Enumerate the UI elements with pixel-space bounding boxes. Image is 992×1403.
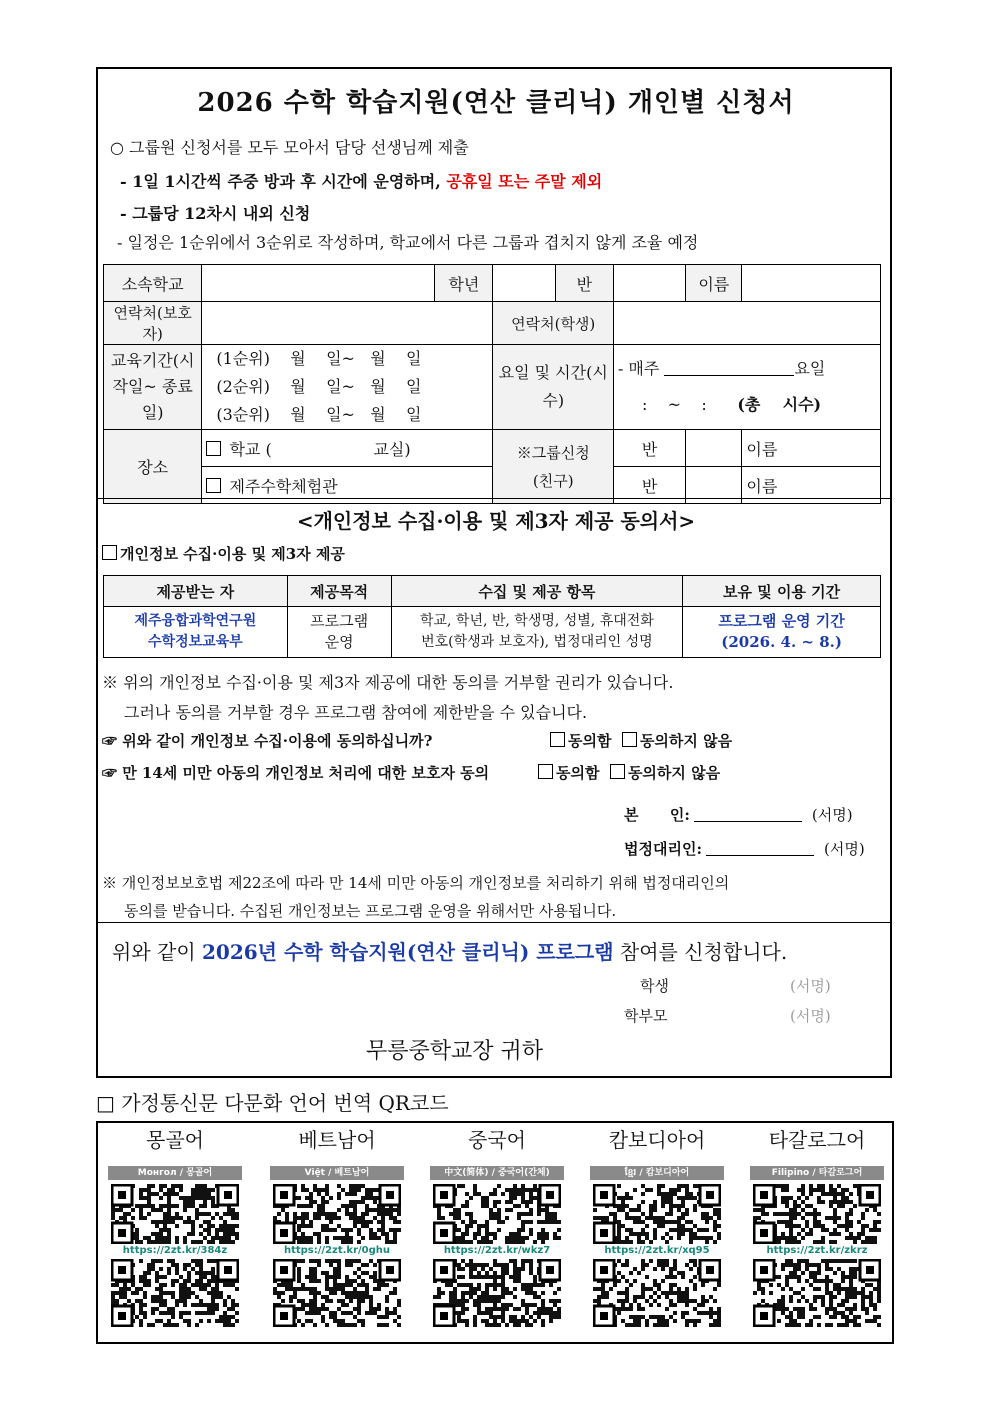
consent-question-2: ☞ 만 14세 미만 아동의 개인정보 처리에 대한 보호자 동의 <box>102 764 490 782</box>
qr-url-link[interactable]: https://2zt.kr/zkrz <box>766 1245 868 1256</box>
time-range: : ~ : <box>641 395 707 414</box>
qr-header-label: ខ្មែរ / 캄보디아어 <box>590 1166 724 1180</box>
qr-url-link[interactable]: https://2zt.kr/xq95 <box>604 1245 710 1256</box>
label-period: 교육기간(시작일~ 종료일) <box>104 345 202 430</box>
place-school-checkbox[interactable] <box>206 441 221 456</box>
q1-disagree-checkbox[interactable] <box>622 732 637 747</box>
q1-agree-checkbox[interactable] <box>550 732 565 747</box>
qr-item <box>582 1124 732 1327</box>
friend2-class-label: 반 <box>613 467 685 504</box>
divider-2 <box>96 922 892 923</box>
qr-code-icon[interactable] <box>593 1184 721 1244</box>
qr-code-icon[interactable] <box>111 1259 239 1327</box>
friend1-class-field[interactable] <box>686 430 742 467</box>
label-name: 이름 <box>686 265 742 302</box>
qr-url-link[interactable]: https://2zt.kr/384z <box>122 1245 228 1256</box>
consent-note-2: 그러나 동의를 거부할 경우 프로그램 참여에 제한받을 수 있습니다. <box>124 703 588 722</box>
header-period: 보유 및 이용 기간 <box>683 576 881 607</box>
qr-code-icon[interactable] <box>273 1259 401 1327</box>
page-title: 2026 수학 학습지원(연산 클리닉) 개인별 신청서 <box>197 88 795 118</box>
period-cell: 프로그램 운영 기간 (2026. 4. ~ 8.) <box>683 607 881 658</box>
every-week: - 매주 <box>617 359 660 378</box>
place-school-option[interactable]: 학교 ( 교실) <box>202 430 493 467</box>
qr-header-label: Việt / 베트남어 <box>270 1166 404 1180</box>
application-table <box>103 264 881 504</box>
qr-language-label: 베트남어 <box>298 1128 376 1152</box>
consent-sub-checkbox[interactable] <box>102 545 117 560</box>
day-suffix: 요일 <box>794 359 826 378</box>
student-sign-field[interactable]: (서명) <box>790 977 831 995</box>
parent-sign-label: 학부모 <box>624 1007 668 1025</box>
qr-code-icon[interactable] <box>433 1259 561 1327</box>
friend2-name-label: 이름 <box>742 467 881 504</box>
consent-table <box>103 575 881 658</box>
principal: 무릉중학교장 귀하 <box>366 1039 544 1064</box>
qr-code-icon[interactable] <box>753 1184 881 1244</box>
qr-code-icon[interactable] <box>753 1259 881 1327</box>
apply-statement: 위와 같이 2026년 수학 학습지원(연산 클리닉) 프로그램 참여를 신청합니다. <box>112 940 788 964</box>
day-blank[interactable] <box>664 359 794 376</box>
purpose-cell: 프로그램 운영 <box>287 607 391 658</box>
friend1-class-label: 반 <box>613 430 685 467</box>
place-center-option[interactable]: 제주수학체험관 <box>202 467 493 504</box>
header-receiver: 제공받는 자 <box>104 576 288 607</box>
items-cell: 학교, 학년, 반, 학생명, 성별, 휴대전화 번호(학생과 보호자), 법정대리인 성명 <box>391 607 683 658</box>
header-items: 수집 및 제공 항목 <box>391 576 683 607</box>
qr-header-label: Filipino / 타갈로그어 <box>750 1166 884 1180</box>
rank2: (2순위) 월 일~ 월 일 <box>216 377 422 396</box>
notice-schedule: - 1일 1시간씩 주중 방과 후 시간에 운영하며, 공휴일 또는 주말 제외 <box>120 172 603 191</box>
consent-subheading: 개인정보 수집·이용 및 제3자 제공 <box>102 543 345 564</box>
name-field[interactable] <box>742 265 881 302</box>
qr-language-label: 몽골어 <box>146 1128 204 1152</box>
student-sign-label: 학생 <box>640 977 669 995</box>
consent-note-1: ※ 위의 개인정보 수집·이용 및 제3자 제공에 대한 동의를 거부할 권리가 있습니다. <box>102 673 674 692</box>
parent-contact-field[interactable] <box>202 302 493 345</box>
label-place: 장소 <box>104 430 202 504</box>
law-note-1: ※ 개인정보보호법 제22조에 따라 만 14세 미만 아동의 개인정보를 처리하기 위해 법정대리인의 <box>102 874 730 892</box>
label-day-time: 요일 및 시간(시수) <box>493 345 613 430</box>
notice-priority: - 일정은 1순위에서 3순위로 작성하며, 학교에서 다른 그룹과 겹치지 않게 조율 예정 <box>117 233 699 252</box>
self-sign-row: 본 인: (서명) <box>624 806 853 824</box>
consent-question-1: ☞ 위와 같이 개인정보 수집·이용에 동의하십니까? <box>102 732 433 750</box>
label-school: 소속학교 <box>104 265 202 302</box>
consent-q2-options: 동의함 동의하지 않음 <box>538 762 720 783</box>
total-hours: (총 시수) <box>737 395 822 414</box>
label-grade: 학년 <box>435 265 493 302</box>
consent-q1-options: 동의함 동의하지 않음 <box>550 730 732 751</box>
period-field[interactable] <box>202 345 493 430</box>
notice-exclusion: 공휴일 또는 주말 제외 <box>446 172 603 191</box>
qr-header-label: Монгол / 몽골어 <box>108 1166 242 1180</box>
qr-item <box>742 1124 892 1327</box>
self-sign-field[interactable] <box>694 805 802 822</box>
qr-heading: □ 가정통신문 다문화 언어 번역 QR코드 <box>96 1091 449 1115</box>
day-time-field[interactable] <box>613 345 880 430</box>
grade-field[interactable] <box>493 265 555 302</box>
qr-header-label: 中文(简体) / 중국어(간체) <box>430 1166 564 1180</box>
legal-sign-field[interactable] <box>706 839 814 856</box>
rank1: (1순위) 월 일~ 월 일 <box>216 349 422 368</box>
label-parent-contact: 연락처(보호자) <box>104 302 202 345</box>
q2-disagree-checkbox[interactable] <box>610 764 625 779</box>
qr-item <box>422 1124 572 1327</box>
receiver-cell: 제주융합과학연구원 수학정보교육부 <box>104 607 288 658</box>
qr-code-icon[interactable] <box>433 1184 561 1244</box>
consent-heading: <개인정보 수집·이용 및 제3자 제공 동의서> <box>296 509 696 533</box>
rank3: (3순위) 월 일~ 월 일 <box>216 405 422 424</box>
notice-sessions: - 그룹당 12차시 내외 신청 <box>120 204 311 223</box>
class-field[interactable] <box>613 265 685 302</box>
group-apply-label: ※그룹신청 (친구) <box>493 430 613 504</box>
qr-language-label: 타갈로그어 <box>768 1128 866 1152</box>
friend1-name-label: 이름 <box>742 430 881 467</box>
label-student-contact: 연락처(학생) <box>493 302 613 345</box>
law-note-2: 동의를 받습니다. 수집된 개인정보는 프로그램 운영을 위해서만 사용됩니다. <box>124 902 617 920</box>
header-purpose: 제공목적 <box>287 576 391 607</box>
place-center-checkbox[interactable] <box>206 478 221 493</box>
qr-code-icon[interactable] <box>111 1184 239 1244</box>
qr-item <box>262 1124 412 1327</box>
legal-sign-row: 법정대리인: (서명) <box>624 840 865 858</box>
qr-url-link[interactable]: https://2zt.kr/wkz7 <box>443 1245 551 1256</box>
student-contact-field[interactable] <box>613 302 880 345</box>
q2-agree-checkbox[interactable] <box>538 764 553 779</box>
school-field[interactable] <box>202 265 435 302</box>
divider <box>96 498 892 499</box>
qr-code-icon[interactable] <box>273 1184 401 1244</box>
parent-sign-field[interactable]: (서명) <box>790 1007 831 1025</box>
qr-language-label: 캄보디아어 <box>608 1128 706 1152</box>
qr-url-link[interactable]: https://2zt.kr/0ghu <box>283 1245 391 1256</box>
qr-item <box>100 1124 250 1327</box>
label-class: 반 <box>555 265 613 302</box>
qr-language-label: 중국어 <box>468 1128 526 1152</box>
notice-submit: ○ 그룹원 신청서를 모두 모아서 담당 선생님께 제출 <box>110 138 469 157</box>
qr-code-icon[interactable] <box>593 1259 721 1327</box>
